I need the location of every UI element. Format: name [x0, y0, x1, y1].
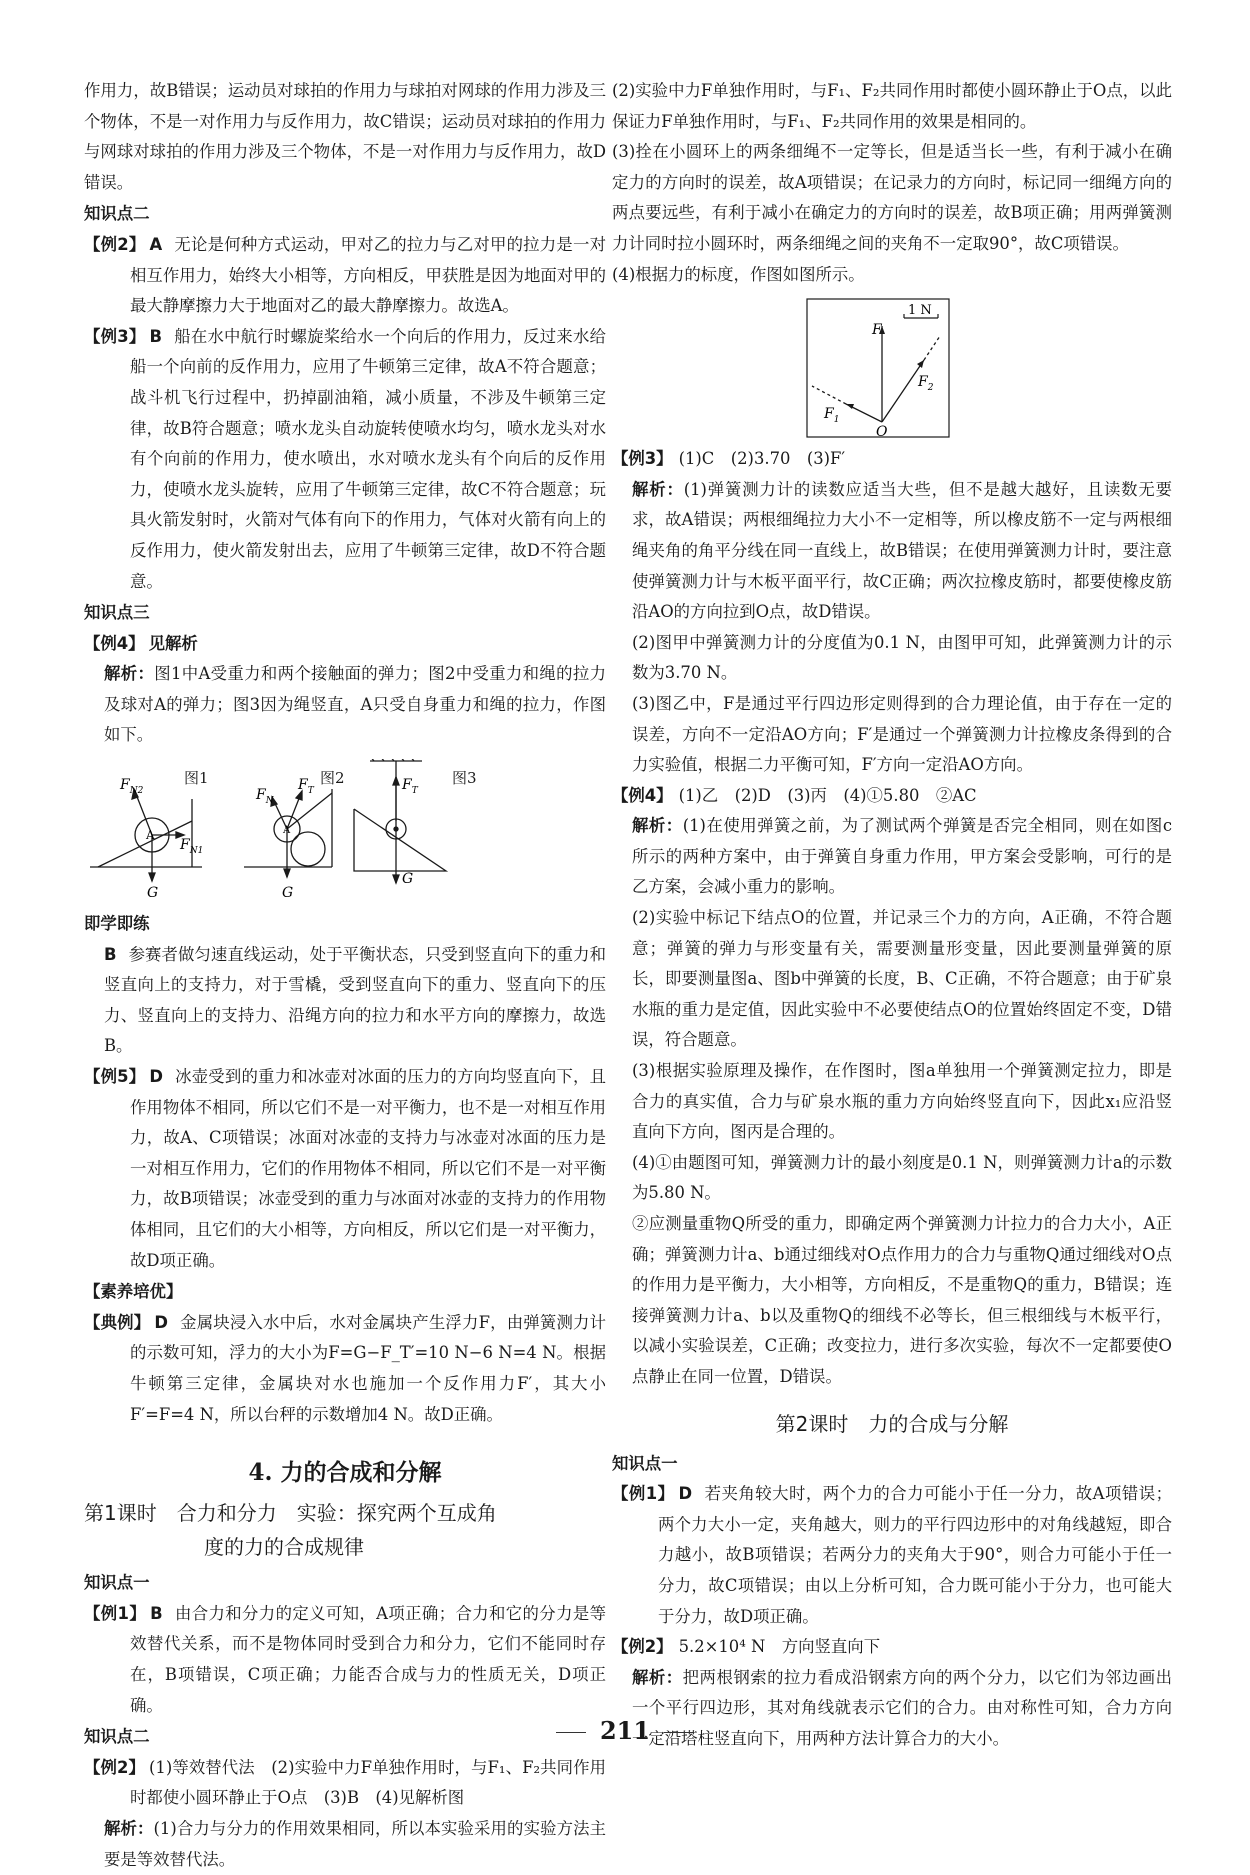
label-a: A — [283, 825, 291, 837]
section-title: 4. 力的合成和分解 — [248, 1459, 442, 1487]
paragraph: (3)拴在小圆环上的两条细绳不一定等长，但是适当长一些，有利于减小在确定力的方向时的误差，故A项错误；在记录力的方向时，标记同一细绳方向的两点要远些，有利于减小在确定力的方向时的误差，故B项正确；用两弹簧测力计同时拉小圆环时，两条细绳之间的夹角不一定取90°，故C项错误。 — [612, 142, 1172, 253]
example-4-analysis: 解析：(1)在使用弹簧之前，为了测试两个弹簧是否完全相同，则在如图c所示的两种方案中，由于弹簧自身重力作用，甲方案会受影响，可行的是乙方案，会减小重力的影响。 — [632, 816, 1172, 897]
caption-figure-3: 图3 — [452, 769, 477, 788]
caption-figure-2: 图2 — [320, 769, 345, 788]
example-4-right: 【例4】 (1)乙 (2)D (3)丙 (4)①5.80 ②AC — [612, 785, 977, 805]
label-fn2: $F_{N2}$ — [120, 777, 144, 797]
figure-3 — [354, 759, 446, 883]
paragraph: (2)实验中力F单独作用时，与F₁、F₂共同作用时都使小圆环静止于O点，以此保证力F单独作用时，与F₁、F₂共同作用的效果是相同的。 — [612, 81, 1172, 131]
example-5: 【例5】 D 冰壶受到的重力和冰壶对冰面的压力的方向均竖直向下，且作用物体不相同，所以它们不是一对平衡力，也不是一对相互作用力，故A、C项错误；冰面对冰壶的支持力与冰壶对冰面的压力是一对相互作用力，它们的作用物体不相同，所以它们不是一对平衡力，故B项错误；冰壶受到的重力与冰面对冰壶的支持力的作用物体相同，且它们的大小相等，方向相反，所以它们是一对平衡力，故D项正确。 — [84, 1067, 607, 1270]
right-column — [612, 76, 1172, 1755]
label-g: G — [282, 885, 294, 902]
force-parallelogram-figure — [806, 298, 950, 438]
lesson-title: 第2课时 力的合成与分解 — [775, 1411, 1009, 1436]
section-heading: 即学即练 — [84, 914, 150, 934]
section-heading: 【素养培优】 — [84, 1282, 183, 1302]
label-o: O — [876, 424, 888, 439]
label-g: G — [147, 885, 159, 902]
lesson-title: 第1课时 合力和分力 实验：探究两个互成角 度的力的合成规律 — [84, 1501, 497, 1560]
paragraph: (2)图甲中弹簧测力计的分度值为0.1 N，由图甲可知，此弹簧测力计的示数为3.70 N。 — [632, 632, 1172, 683]
paragraph: (4)①由题图可知，弹簧测力计的最小刻度是0.1 N，则弹簧测力计a的示数为5.80 N。 — [632, 1152, 1172, 1203]
label-f1: $F_1$ — [824, 406, 840, 426]
example-3-analysis: 解析：(1)弹簧测力计的读数应适当大些，但不是越大越好，且读数无要求，故A错误；两根细绳拉力大小不一定相等，所以橡皮筋不一定与两根细绳夹角的角平分线在同一直线上，故B错误；在使用弹簧测力计时，要注意使弹簧测力计与木板平面平行，故C正确；两次拉橡皮筋时，都要使橡皮筋沿AO的方向拉到O点，故D错误。 — [632, 479, 1173, 622]
lesson1-example-2: 【例2】 (1)等效替代法 (2)实验中力F单独作用时，与F₁、F₂共同作用时都使小圆环静止于O点 (3)B (4)见解析图 — [84, 1757, 606, 1808]
label-a: A — [146, 828, 155, 843]
label-f2: $F_2$ — [918, 374, 934, 394]
scale-label: 1 N — [908, 303, 932, 319]
left-column — [84, 76, 606, 1875]
paragraph: 作用力，故B错误；运动员对球拍的作用力与球拍对网球的作用力涉及三个物体，不是一对作用力与反作用力，故C错误；运动员对球拍的作用力与网球对球拍的作用力涉及三个物体，不是一对作用力与反作用力，故D错误。 — [84, 81, 606, 192]
paragraph: (2)实验中标记下结点O的位置，并记录三个力的方向，A正确，不符合题意；弹簧的弹力与形变量有关，需要测量形变量，因此要测量弹簧的原长，即要测量图a、图b中弹簧的长度，B、C正确，不符合题意；由于矿泉水瓶的重力是定值，因此实验中不必要使结点O的位置始终固定不变，D错误，符合题意。 — [632, 908, 1172, 1050]
practice: B 参赛者做匀速直线运动，处于平衡状态，只受到竖直向下的重力和竖直向上的支持力，对于雪橇，受到竖直向下的重力、竖直向下的压力、竖直向上的支持力、沿绳方向的拉力和水平方向的摩擦力，故选B。 — [104, 944, 606, 1056]
label-ft: $F_T$ — [402, 777, 418, 797]
page-number: 211 — [0, 1716, 1250, 1745]
example-2: 【例2】 A 无论是何种方式运动，甲对乙的拉力与乙对甲的拉力是一对相互作用力，始终大小相等，方向相反，甲获胜是因为地面对甲的最大静摩擦力大于地面对乙的最大静摩擦力。故选A。 — [84, 234, 607, 316]
lesson2-example-2: 【例2】 5.2×10⁴ N 方向竖直向下 — [612, 1637, 881, 1657]
label-ft: $F_T$ — [298, 777, 314, 797]
lesson1-example-2-analysis: 解析：(1)合力与分力的作用效果相同，所以本实验采用的实验方法主要是等效替代法。 — [104, 1818, 606, 1869]
force-diagrams-figure — [84, 759, 484, 903]
example-3: 【例3】 B 船在水中航行时螺旋桨给水一个向后的作用力，反过来水给船一个向前的反作用力，应用了牛顿第三定律，故A不符合题意；战斗机飞行过程中，扔掉副油箱，减小质量，不涉及牛顿第三定律，故B符合题意；喷水龙头自动旋转使喷水均匀，喷水龙头对水有个向前的作用力，使水喷出，水对喷水龙头有个向后的反作用力，使喷水龙头旋转，应用了牛顿第三定律，故C不符合题意；玩具火箭发射时，火箭对气体有向下的作用力，气体对火箭有向上的反作用力，使火箭发射出去，应用了牛顿第三定律，故D不符合题意。 — [84, 326, 607, 591]
section-heading: 知识点一 — [84, 1573, 150, 1593]
section-heading: 知识点二 — [84, 1727, 150, 1747]
label-fn: $F_N$ — [256, 787, 274, 807]
label-fn1: $F_{N1}$ — [180, 837, 204, 857]
label-g: G — [402, 871, 414, 888]
paragraph: (3)根据实验原理及操作，在作图时，图a单独用一个弹簧测定拉力，即是合力的真实值，合力与矿泉水瓶的重力方向始终竖直向下，因此x₁应沿竖直向下方向，图丙是合理的。 — [632, 1061, 1172, 1142]
lesson2-example-2-analysis: 解析：把两根钢索的拉力看成沿钢索方向的两个分力，以它们为邻边画出一个平行四边形，其对角线就表示它们的合力。由对称性可知，合力方向一定沿塔柱竖直向下，用两种方法计算合力的大小。 — [632, 1667, 1172, 1748]
section-heading: 知识点一 — [612, 1453, 678, 1473]
paragraph: ②应测量重物Q所受的重力，即确定两个弹簧测力计拉力的合力大小，A正确；弹簧测力计a、b通过细线对O点作用力的合力与重物Q通过细线对O点的作用力是平衡力，大小相等，方向相反，不是重物Q的重力，B错误；连接弹簧测力计a、b以及重物Q的细线不必等长，但三根细线与木板平行，以减小实验误差，C正确；改变拉力，进行多次实验，每次不一定都要使O点静止在同一位置，D错误。 — [632, 1214, 1172, 1386]
paragraph: (4)根据力的标度，作图如图所示。 — [612, 264, 865, 284]
section-heading: 知识点三 — [84, 603, 150, 623]
paragraph: (3)图乙中，F是通过平行四边形定则得到的合力理论值，由于存在一定的误差，方向不一定沿AO方向；F′是通过一个弹簧测力计拉橡皮条得到的合力实验值，根据二力平衡可知，F′方向一定沿AO方向。 — [632, 693, 1172, 775]
section-heading: 知识点二 — [84, 204, 150, 224]
lesson2-example-1: 【例1】 D 若夹角较大时，两个力的合力可能小于任一分力，故A项错误；两个力大小一定，夹角越大，则力的平行四边形中的对角线越短，即合力越小，故B项错误；若两分力的夹角大于90°，则合力可能小于任一分力，故C项错误；由以上分析可知，合力既可能小于分力，也可能大于分力，故D项正确。 — [612, 1484, 1173, 1626]
label-f: F — [872, 322, 882, 339]
typical-example: 【典例】 D 金属块浸入水中后，水对金属块产生浮力F，由弹簧测力计的示数可知，浮力的大小为F=G−F_T′=10 N−6 N=4 N。根据牛顿第三定律，金属块对水也施加一个反作用力F′，其大小F′=F=4 N，所以台秤的示数增加4 N。故D正确。 — [84, 1312, 607, 1424]
example-4: 【例4】 见解析 — [84, 633, 198, 653]
example-3-right: 【例3】 (1)C (2)3.70 (3)F′ — [612, 449, 846, 469]
example-4-analysis: 解析：图1中A受重力和两个接触面的弹力；图2中受重力和绳的拉力及球对A的弹力；图3因为绳竖直，A只受自身重力和绳的拉力，作图如下。 — [104, 664, 606, 745]
caption-figure-1: 图1 — [184, 769, 209, 788]
lesson1-example-1: 【例1】 B 由合力和分力的定义可知，A项正确；合力和它的分力是等效替代关系，而不是物体同时受到合力和分力，它们不能同时存在，B项错误，C项正确；力能否合成与力的性质无关，D项正确。 — [84, 1603, 606, 1715]
